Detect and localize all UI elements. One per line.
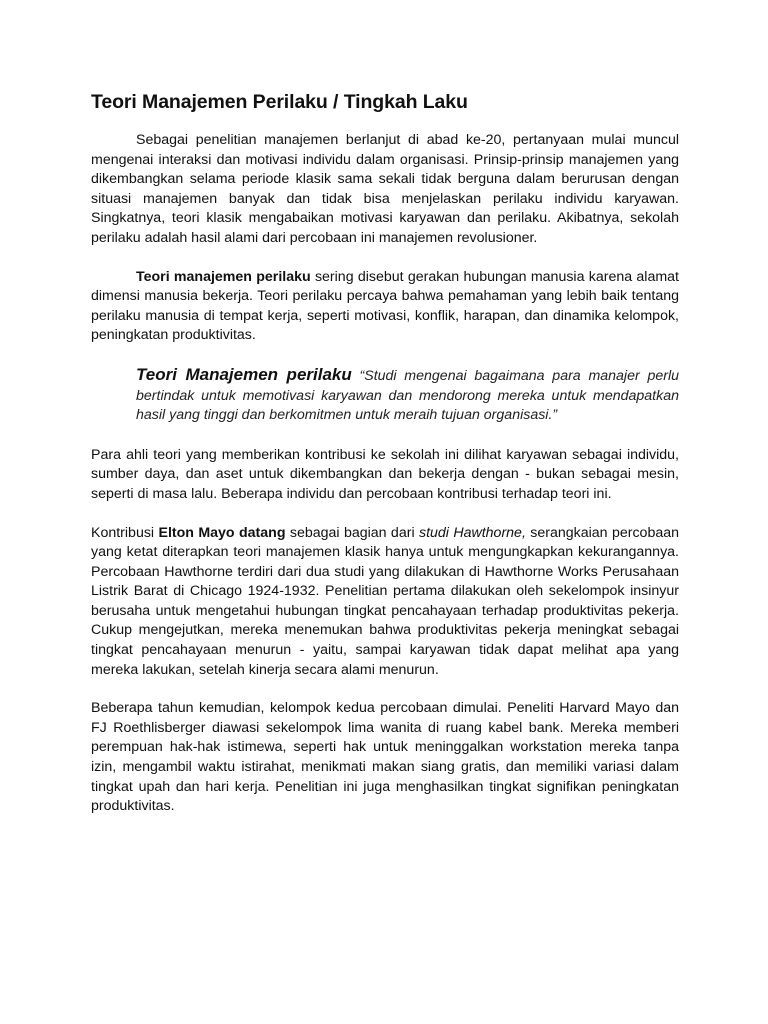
paragraph-hawthorne [91, 524, 679, 681]
studi-hawthorne-italic: studi Hawthorne, [418, 524, 526, 541]
hawthorne-rest: serangkaian percobaan yang ketat diterapkan teori manajemen klasik hanya untuk mengungkapkan kekurangannya. Percobaan Hawthorne terdiri dari dua studi yang dilakukan di Hawthorne Works Perusahaan Listrik Barat di Chicago 1924-1932. Penelitian pertama dilakukan oleh sekelompok insinyur berusaha untuk mengetahui hubungan tingkat pencahayaan terhadap produktivitas pekerja. Cukup mengejutkan, mereka menemukan bahwa produktivitas pekerja meningkat sebagai tingkat pencahayaan menurun - yaitu, sampai karyawan tidak dapat melihat apa yang mereka lakukan, setelah kinerja secara alami menurun. [91, 524, 680, 678]
term-bold: Teori manajemen perilaku [136, 268, 311, 285]
quote-block [136, 365, 679, 426]
quote-text: “Studi mengenai bagaimana para manajer perlu bertindak untuk memotivasi karyawan dan mendorong mereka untuk mendapatkan hasil yang tinggi dan berkomitmen untuk meraih tujuan organisasi.” [136, 367, 679, 424]
paragraph-contributors: Para ahli teori yang memberikan kontribusi ke sekolah ini dilihat karyawan sebagai individu, sumber daya, dan aset untuk dikembangkan dan bekerja dengan - bukan sebagai mesin, seperti di masa lalu. Beberapa individu dan percobaan kontribusi terhadap teori ini. [91, 446, 679, 502]
paragraph-definition [91, 268, 679, 346]
quote-term: Teori Manajemen perilaku [136, 364, 352, 384]
hawthorne-lead: Kontribusi [91, 524, 159, 541]
elton-mayo-bold: Elton Mayo datang [158, 524, 286, 541]
paragraph-definition-text: sering disebut gerakan hubungan manusia karena alamat dimensi manusia bekerja. Teori perilaku percaya bahwa pemahaman yang lebih baik tentang perilaku manusia di tempat kerja, seperti motivasi, konflik, harapan, dan dinamika kelompok, peningkatan produktivitas. [91, 268, 679, 344]
paragraph-intro: Sebagai penelitian manajemen berlanjut di abad ke-20, pertanyaan mulai muncul mengenai interaksi dan motivasi individu dalam organisasi. Prinsip-prinsip manajemen yang dikembangkan selama periode klasik sama sekali tidak berguna dalam berurusan dengan situasi manajemen banyak dan tidak bisa menjelaskan perilaku individu karyawan. Singkatnya, teori klasik mengabaikan motivasi karyawan dan perilaku. Akibatnya, sekolah perilaku adalah hasil alami dari percobaan ini manajemen revolusioner. [91, 132, 679, 246]
document-page [91, 90, 679, 836]
paragraph-second-study: Beberapa tahun kemudian, kelompok kedua percobaan dimulai. Peneliti Harvard Mayo dan FJ Roethlisberger diawasi sekelompok lima wanita di ruang kabel bank. Mereka memberi perempuan hak-hak istimewa, seperti hak untuk meninggalkan workstation mereka tanpa izin, mengambil waktu istirahat, menikmati makan siang gratis, dan memiliki variasi dalam tingkat upah dan hari kerja. Penelitian ini juga menghasilkan tingkat signifikan peningkatan produktivitas. [91, 700, 679, 815]
document-title: Teori Manajemen Perilaku / Tingkah Laku [91, 91, 468, 113]
hawthorne-mid: sebagai bagian dari [285, 524, 419, 541]
